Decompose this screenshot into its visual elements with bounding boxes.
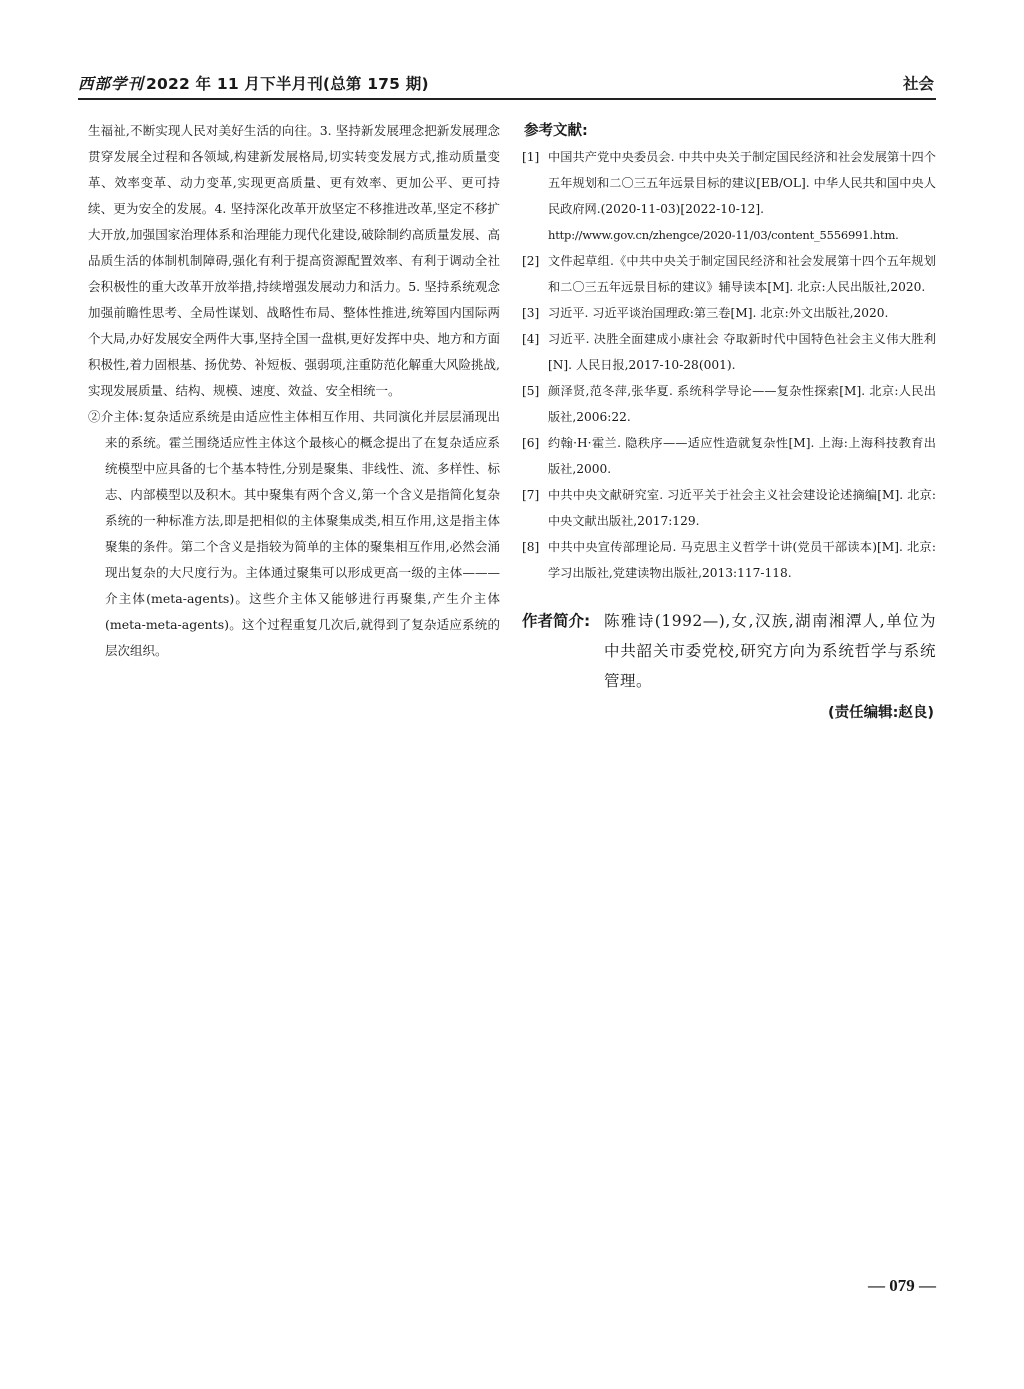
section-name: 社会 xyxy=(902,75,934,93)
responsible-editor: (责任编辑:赵良) xyxy=(827,705,934,721)
reference-item xyxy=(522,430,936,482)
page-number: — 079 — xyxy=(868,1276,936,1295)
reference-item xyxy=(522,534,936,586)
reference-text: 颜泽贤,范冬萍,张华夏. 系统科学导论——复杂性探索[M]. 北京:人民出版社,2006:22. xyxy=(548,384,936,424)
reference-text: 中共中央宣传部理论局. 马克思主义哲学十讲(党员干部读本)[M]. 北京:学习出版社,党建读物出版社,2013:117-118. xyxy=(548,540,936,580)
journal-issue xyxy=(78,72,429,94)
author-bio xyxy=(522,606,936,696)
author-bio-text: 陈雅诗(1992—),女,汉族,湖南湘潭人,单位为中共韶关市委党校,研究方向为系统哲学与系统管理。 xyxy=(604,612,936,690)
reference-text: 约翰·H·霍兰. 隐秩序——适应性造就复杂性[M]. 上海:上海科技教育出版社,2000. xyxy=(548,436,936,476)
reference-item xyxy=(522,144,936,248)
reference-item xyxy=(522,378,936,430)
reference-url[interactable]: http://www.gov.cn/zhengce/2020-11/03/content_5556991.htm. xyxy=(548,228,899,242)
reference-text: 中国共产党中央委员会. 中共中央关于制定国民经济和社会发展第十四个五年规划和二〇三五年远景目标的建议[EB/OL]. 中华人民共和国中央人民政府网.(2020-11-03)[2022-10-12]. xyxy=(548,150,936,216)
reference-number: [1] xyxy=(522,150,540,164)
reference-text: 文件起草组.《中共中央关于制定国民经济和社会发展第十四个五年规划和二〇三五年远景目标的建议》辅导读本[M]. 北京:人民出版社,2020. xyxy=(548,254,936,294)
footnote: ②介主体:复杂适应系统是由适应性主体相互作用、共同演化并层层涌现出来的系统。霍兰围绕适应性主体这个最核心的概念提出了在复杂适应系统模型中应具备的七个基本特性,分别是聚集、非线性、流、多样性、标志、内部模型以及积木。其中聚集有两个含义,第一个含义是指简化复杂系统的一种标准方法,即是把相似的主体聚集成类,相互作用,这是指主体聚集的条件。第二个含义是指较为简单的主体的聚集相互作用,必然会涌现出复杂的大尺度行为。主体通过聚集可以形成更高一级的主体———介主体(meta-agents)。这些介主体又能够进行再聚集,产生介主体(meta-meta-agents)。这个过程重复几次后,就得到了复杂适应系统的层次组织。 xyxy=(88,409,500,658)
reference-text: 习近平. 决胜全面建成小康社会 夺取新时代中国特色社会主义伟大胜利[N]. 人民日报,2017-10-28(001). xyxy=(548,332,936,372)
reference-text: 中共中央文献研究室. 习近平关于社会主义社会建设论述摘编[M]. 北京:中央文献出版社,2017:129. xyxy=(548,488,936,528)
references-title: 参考文献: xyxy=(524,123,588,139)
journal-logo: 西部学刊 xyxy=(78,75,145,93)
running-header xyxy=(78,72,936,100)
reference-item xyxy=(522,300,936,326)
reference-number: [5] xyxy=(522,384,540,398)
reference-number: [6] xyxy=(522,436,540,450)
reference-number: [3] xyxy=(522,306,540,320)
reference-number: [4] xyxy=(522,332,540,346)
reference-item xyxy=(522,482,936,534)
issue-info: 2022 年 11 月下半月刊(总第 175 期) xyxy=(146,75,429,93)
left-column xyxy=(88,118,500,664)
reference-list xyxy=(522,144,936,586)
author-bio-label: 作者简介: xyxy=(522,612,591,630)
reference-number: [2] xyxy=(522,254,540,268)
reference-item xyxy=(522,326,936,378)
reference-text: 习近平. 习近平谈治国理政:第三卷[M]. 北京:外文出版社,2020. xyxy=(548,306,889,320)
reference-number: [7] xyxy=(522,488,540,502)
right-column xyxy=(522,118,936,726)
reference-item xyxy=(522,248,936,300)
body-paragraph: 生福祉,不断实现人民对美好生活的向往。3. 坚持新发展理念把新发展理念贯穿发展全过程和各领域,构建新发展格局,切实转变发展方式,推动质量变革、效率变革、动力变革,实现更高质量、更有效率、更加公平、更可持续、更为安全的发展。4. 坚持深化改革开放坚定不移推进改革,坚定不移扩大开放,加强国家治理体系和治理能力现代化建设,破除制约高质量发展、高品质生活的体制机制障碍,强化有利于提高资源配置效率、有利于调动全社会积极性的重大改革开放举措,持续增强发展动力和活力。5. 坚持系统观念加强前瞻性思考、全局性谋划、战略性布局、整体性推进,统筹国内国际两个大局,办好发展安全两件大事,坚持全国一盘棋,更好发挥中央、地方和方面积极性,着力固根基、扬优势、补短板、强弱项,注重防范化解重大风险挑战,实现发展质量、结构、规模、速度、效益、安全相统一。 xyxy=(88,123,500,398)
reference-number: [8] xyxy=(522,540,540,554)
